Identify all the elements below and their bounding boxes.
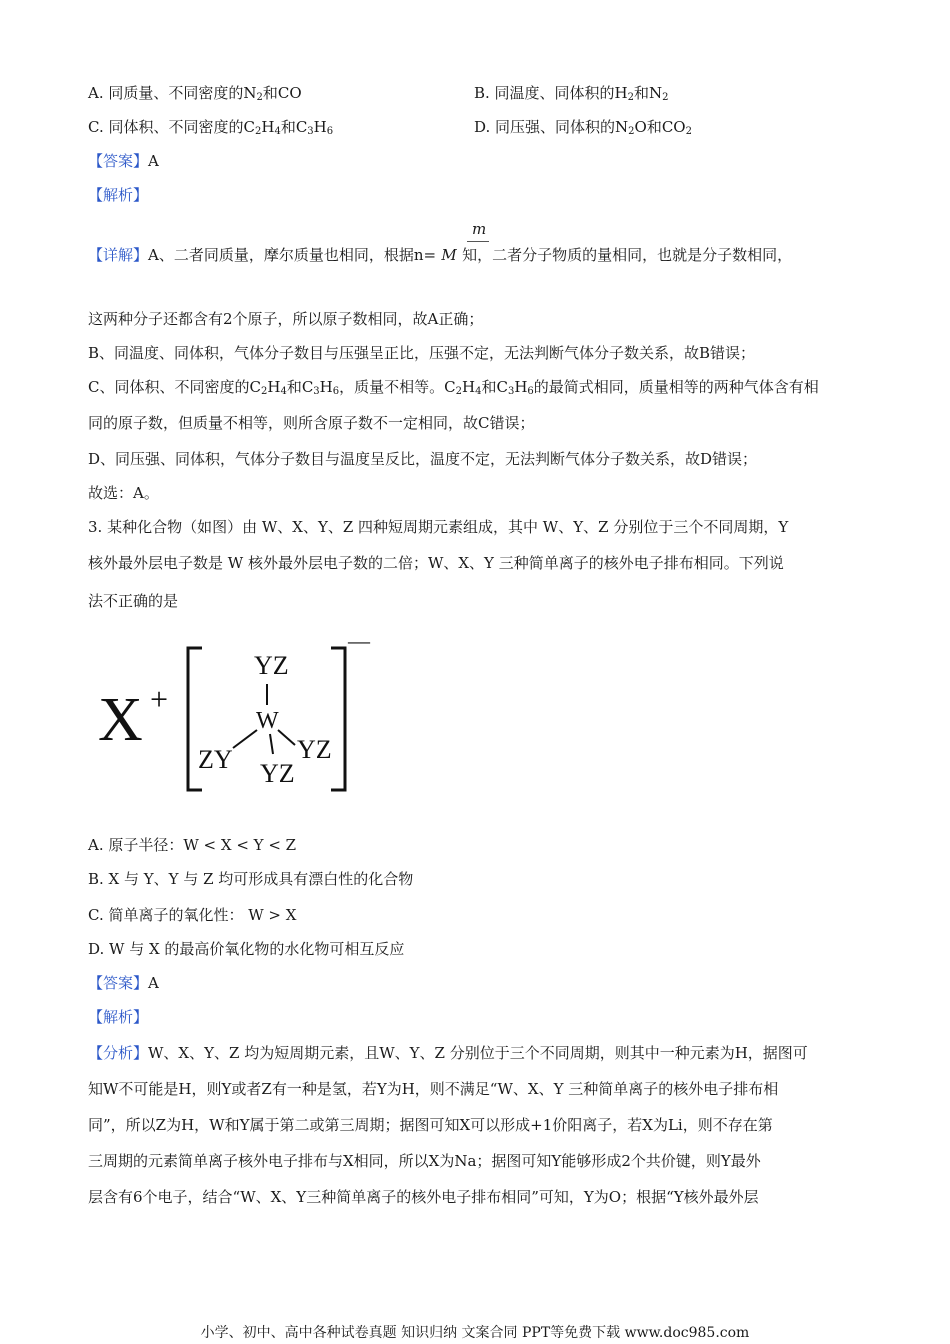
figure-anion-charge: — bbox=[348, 630, 370, 653]
figure-top-group: YZ bbox=[254, 651, 289, 680]
q2-detail-line-3: B、同温度、同体积，气体分子数目与压强呈正比，压强不定，无法判断气体分子数关系，故B错误； bbox=[88, 344, 756, 362]
page-footer: 小学、初中、高中各种试卷真题 知识归纳 文案合同 PPT等免费下载 www.doc985.com bbox=[200, 1325, 750, 1341]
q3-analysis-line-3: 同”，所以Z为H，W和Y属于第二或第三周期；据图可知X可以形成+1价阳离子，若X为Li，则不存在第 bbox=[88, 1116, 773, 1134]
q2-answer: 【答案】A bbox=[88, 152, 159, 170]
q2-detail-line-7: 故选：A。 bbox=[88, 484, 159, 502]
fraction-denominator: M bbox=[441, 246, 457, 264]
q2-detail-line-2: 这两种分子还都含有2个原子，所以原子数相同，故A正确； bbox=[88, 310, 484, 328]
q3-option-b: B. X 与 Y、Y 与 Z 均可形成具有漂白性的化合物 bbox=[88, 870, 414, 888]
q2-detail-line-5: 同的原子数，但质量不相等，则所含原子数不一定相同，故C错误； bbox=[88, 414, 535, 432]
figure-right-group: YZ bbox=[297, 735, 332, 764]
q3-option-c: C. 简单离子的氧化性： W > X bbox=[88, 906, 297, 924]
q2-option-d: D. 同压强、同体积的$N_2O$和$CO_2$ bbox=[474, 118, 692, 137]
q2-option-b: B. 同温度、同体积的$H_2$和$N_2$ bbox=[474, 84, 669, 103]
q3-analysis-line-5: 层含有6个电子，结合“W、X、Y三种简单离子的核外电子排布相同”可知，Y为O；根据“Y核外最外层 bbox=[88, 1188, 759, 1206]
q2-option-a: A. 同质量、不同密度的$N_2$和CO bbox=[88, 84, 302, 103]
q2-detail-line-6: D、同压强、同体积，气体分子数目与温度呈反比，温度不定，无法判断气体分子数关系，故D错误； bbox=[88, 450, 758, 468]
q2-analysis-tag: 【解析】 bbox=[88, 186, 149, 204]
q3-analysis-line-2: 知W不可能是H，则Y或者Z有一种是氢，若Y为H，则不满足“W、X、Y 三种简单离子的核外电子排布相 bbox=[88, 1080, 779, 1098]
figure-left-group: ZY bbox=[198, 745, 233, 774]
q3-stem-line-2: 核外最外层电子数是 W 核外最外层电子数的二倍；W、X、Y 三种简单离子的核外电子排布相同。下列说 bbox=[88, 554, 784, 572]
fraction-bar bbox=[467, 241, 489, 242]
q3-analysis-line-4: 三周期的元素简单离子核外电子排布与X相同，所以X为Na；据图可知Y能够形成2个共价键，则Y最外 bbox=[88, 1152, 761, 1170]
fraction-numerator: m bbox=[472, 220, 487, 238]
figure-cation-charge: + bbox=[150, 681, 169, 717]
bond-left bbox=[233, 730, 257, 748]
bond-right bbox=[278, 730, 295, 745]
q3-analysis-line-1: 【分析】W、X、Y、Z 均为短周期元素，且W、Y、Z 分别位于三个不同周期，则其中一种元素为H，据图可 bbox=[88, 1044, 808, 1062]
figure-center-atom: W bbox=[256, 708, 279, 734]
q3-stem-line-3: 法不正确的是 bbox=[88, 592, 179, 610]
figure-bottom-group: YZ bbox=[260, 759, 295, 788]
compound-structure-figure bbox=[90, 630, 390, 800]
q3-answer: 【答案】A bbox=[88, 974, 159, 992]
q2-option-c: C. 同体积、不同密度的$C_2H_4$和$C_3H_6$ bbox=[88, 118, 334, 137]
q3-option-d: D. W 与 X 的最高价氧化物的水化物可相互反应 bbox=[88, 940, 405, 958]
q3-option-a: A. 原子半径：W < X < Y < Z bbox=[88, 836, 297, 854]
bond-bottom bbox=[270, 734, 273, 754]
right-bracket bbox=[331, 648, 345, 790]
q2-detail-line-1: 【详解】A、二者同质量，摩尔质量也相同，根据n= M 知，二者分子物质的量相同，也就是分子数相同， bbox=[88, 246, 793, 264]
figure-cation-symbol: X bbox=[98, 686, 143, 754]
q2-detail-line-4: C、同体积、不同密度的$C_2H_4$和$C_3H_6$，质量不相等。$C_2H_4$和$C_3H_6$的最简式相同，质量相等的两种气体含有相 bbox=[88, 378, 819, 397]
q3-analysis-tag: 【解析】 bbox=[88, 1008, 149, 1026]
q3-stem-line-1: 3. 某种化合物（如图）由 W、X、Y、Z 四种短周期元素组成，其中 W、Y、Z 分别位于三个不同周期，Y bbox=[88, 518, 789, 536]
